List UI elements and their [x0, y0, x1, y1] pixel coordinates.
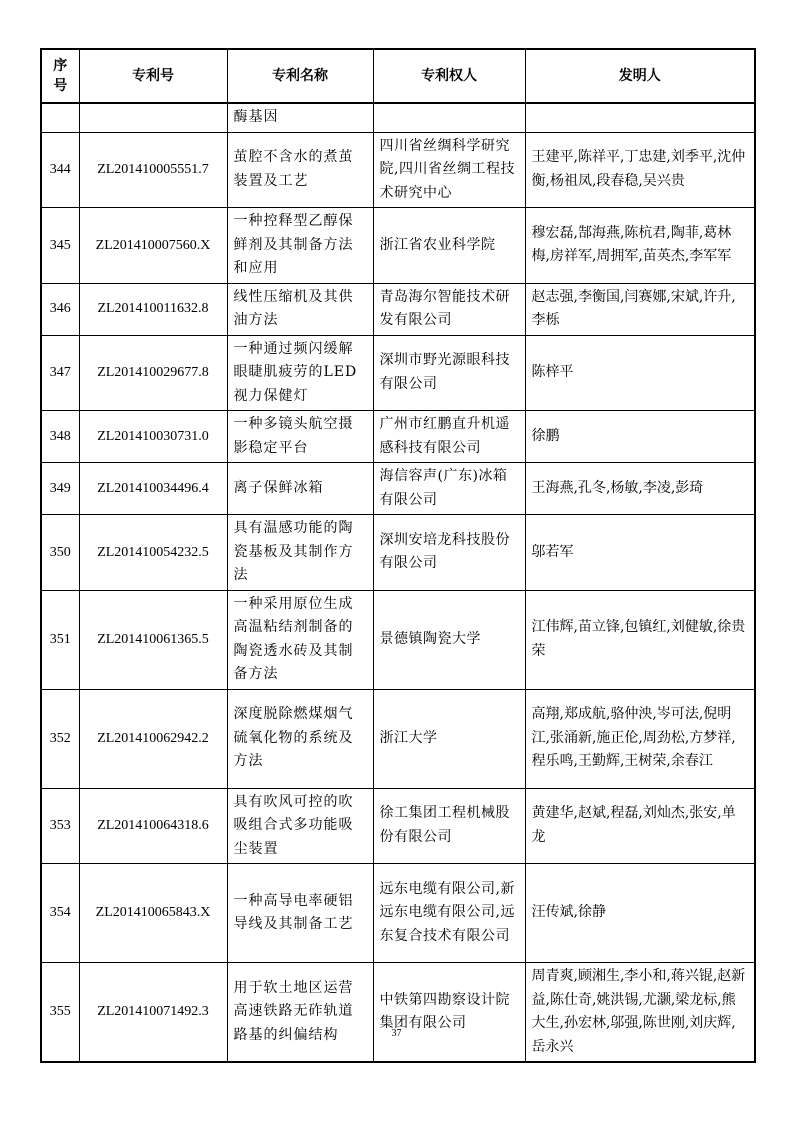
row-inventor: 江伟辉,苗立锋,包镇红,刘健敏,徐贵荣 [525, 590, 755, 689]
row-inventor: 王建平,陈祥平,丁忠建,刘季平,沈仲衡,杨祖凤,段春稳,吴兴贵 [525, 132, 755, 208]
row-owner: 深圳安培龙科技股份有限公司 [373, 515, 525, 591]
row-owner: 深圳市野光源眼科技有限公司 [373, 335, 525, 411]
row-no: 350 [41, 515, 79, 591]
row-no: 349 [41, 463, 79, 515]
row-patent-no: ZL201410007560.X [79, 208, 227, 284]
row-title: 一种采用原位生成高温粘结剂制备的陶瓷透水砖及其制备方法 [227, 590, 373, 689]
row-title: 具有温感功能的陶瓷基板及其制作方法 [227, 515, 373, 591]
row-title: 茧腔不含水的煮茧装置及工艺 [227, 132, 373, 208]
continuation-inventor [525, 103, 755, 132]
table-body [41, 103, 755, 1062]
row-title: 离子保鲜冰箱 [227, 463, 373, 515]
patent-table-page [40, 48, 754, 1063]
table-row [41, 788, 755, 864]
row-inventor: 黄建华,赵斌,程磊,刘灿杰,张安,单龙 [525, 788, 755, 864]
row-no: 346 [41, 283, 79, 335]
table-row [41, 515, 755, 591]
row-owner: 浙江大学 [373, 689, 525, 788]
row-patent-no: ZL201410034496.4 [79, 463, 227, 515]
table-row [41, 208, 755, 284]
row-inventor: 徐鹏 [525, 411, 755, 463]
row-title: 一种多镜头航空摄影稳定平台 [227, 411, 373, 463]
row-owner: 中铁第四勘察设计院集团有限公司 [373, 963, 525, 1063]
table-row [41, 590, 755, 689]
header-title: 专利名称 [227, 49, 373, 103]
row-owner: 四川省丝绸科学研究院,四川省丝绸工程技术研究中心 [373, 132, 525, 208]
row-title: 一种控释型乙醇保鲜剂及其制备方法和应用 [227, 208, 373, 284]
table-row [41, 864, 755, 963]
row-inventor: 赵志强,李衡国,闫赛娜,宋斌,许升,李栎 [525, 283, 755, 335]
row-title: 具有吹风可控的吹吸组合式多功能吸尘装置 [227, 788, 373, 864]
row-no: 348 [41, 411, 79, 463]
header-patent-no: 专利号 [79, 49, 227, 103]
row-owner: 远东电缆有限公司,新远东电缆有限公司,远东复合技术有限公司 [373, 864, 525, 963]
table-row [41, 689, 755, 788]
table-row [41, 963, 755, 1063]
row-no: 351 [41, 590, 79, 689]
row-patent-no: ZL201410064318.6 [79, 788, 227, 864]
row-patent-no: ZL201410065843.X [79, 864, 227, 963]
header-owner: 专利权人 [373, 49, 525, 103]
row-no: 353 [41, 788, 79, 864]
row-patent-no: ZL201410054232.5 [79, 515, 227, 591]
row-owner: 海信容声(广东)冰箱有限公司 [373, 463, 525, 515]
row-owner: 徐工集团工程机械股份有限公司 [373, 788, 525, 864]
row-no: 352 [41, 689, 79, 788]
row-title: 深度脱除燃煤烟气硫氧化物的系统及方法 [227, 689, 373, 788]
table-row [41, 411, 755, 463]
continuation-title: 酶基因 [227, 103, 373, 132]
row-no: 354 [41, 864, 79, 963]
row-no: 355 [41, 963, 79, 1063]
row-no: 347 [41, 335, 79, 411]
table-row [41, 335, 755, 411]
row-inventor: 王海燕,孔冬,杨敏,李凌,彭琦 [525, 463, 755, 515]
row-owner: 景德镇陶瓷大学 [373, 590, 525, 689]
row-patent-no: ZL201410005551.7 [79, 132, 227, 208]
row-inventor: 高翔,郑成航,骆仲泱,岑可法,倪明江,张涌新,施正伦,周劲松,方梦祥,程乐鸣,王勤辉,王树荣,余春江 [525, 689, 755, 788]
row-patent-no: ZL201410071492.3 [79, 963, 227, 1063]
table-row [41, 132, 755, 208]
row-patent-no: ZL201410030731.0 [79, 411, 227, 463]
row-owner: 浙江省农业科学院 [373, 208, 525, 284]
table-header [41, 49, 755, 103]
row-patent-no: ZL201410011632.8 [79, 283, 227, 335]
table-row [41, 463, 755, 515]
row-inventor: 邬若军 [525, 515, 755, 591]
row-owner: 青岛海尔智能技术研发有限公司 [373, 283, 525, 335]
row-inventor: 陈梓平 [525, 335, 755, 411]
row-title: 一种通过频闪缓解眼睫肌疲劳的LED视力保健灯 [227, 335, 373, 411]
row-inventor: 汪传斌,徐静 [525, 864, 755, 963]
row-owner: 广州市红鹏直升机遥感科技有限公司 [373, 411, 525, 463]
row-patent-no: ZL201410029677.8 [79, 335, 227, 411]
continuation-owner [373, 103, 525, 132]
patent-table [40, 48, 756, 1063]
header-row [41, 49, 755, 103]
table-row [41, 283, 755, 335]
row-patent-no: ZL201410062942.2 [79, 689, 227, 788]
continuation-patent-no [79, 103, 227, 132]
row-title: 用于软土地区运营高速铁路无砟轨道路基的纠偏结构 [227, 963, 373, 1063]
row-title: 线性压缩机及其供油方法 [227, 283, 373, 335]
row-no: 344 [41, 132, 79, 208]
row-inventor: 穆宏磊,郜海燕,陈杭君,陶菲,葛林梅,房祥军,周拥军,苗英杰,李军军 [525, 208, 755, 284]
page-number: 37 [391, 1028, 402, 1039]
header-no: 序号 [41, 49, 79, 103]
header-inventor: 发明人 [525, 49, 755, 103]
row-no: 345 [41, 208, 79, 284]
row-patent-no: ZL201410061365.5 [79, 590, 227, 689]
row-inventor: 周青爽,顾湘生,李小和,蒋兴锟,赵新益,陈仕奇,姚洪锡,尤灏,梁龙标,熊大生,孙宏林,邬强,陈世刚,刘庆辉,岳永兴 [525, 963, 755, 1063]
continuation-row [41, 103, 755, 132]
row-title: 一种高导电率硬铝导线及其制备工艺 [227, 864, 373, 963]
continuation-no [41, 103, 79, 132]
